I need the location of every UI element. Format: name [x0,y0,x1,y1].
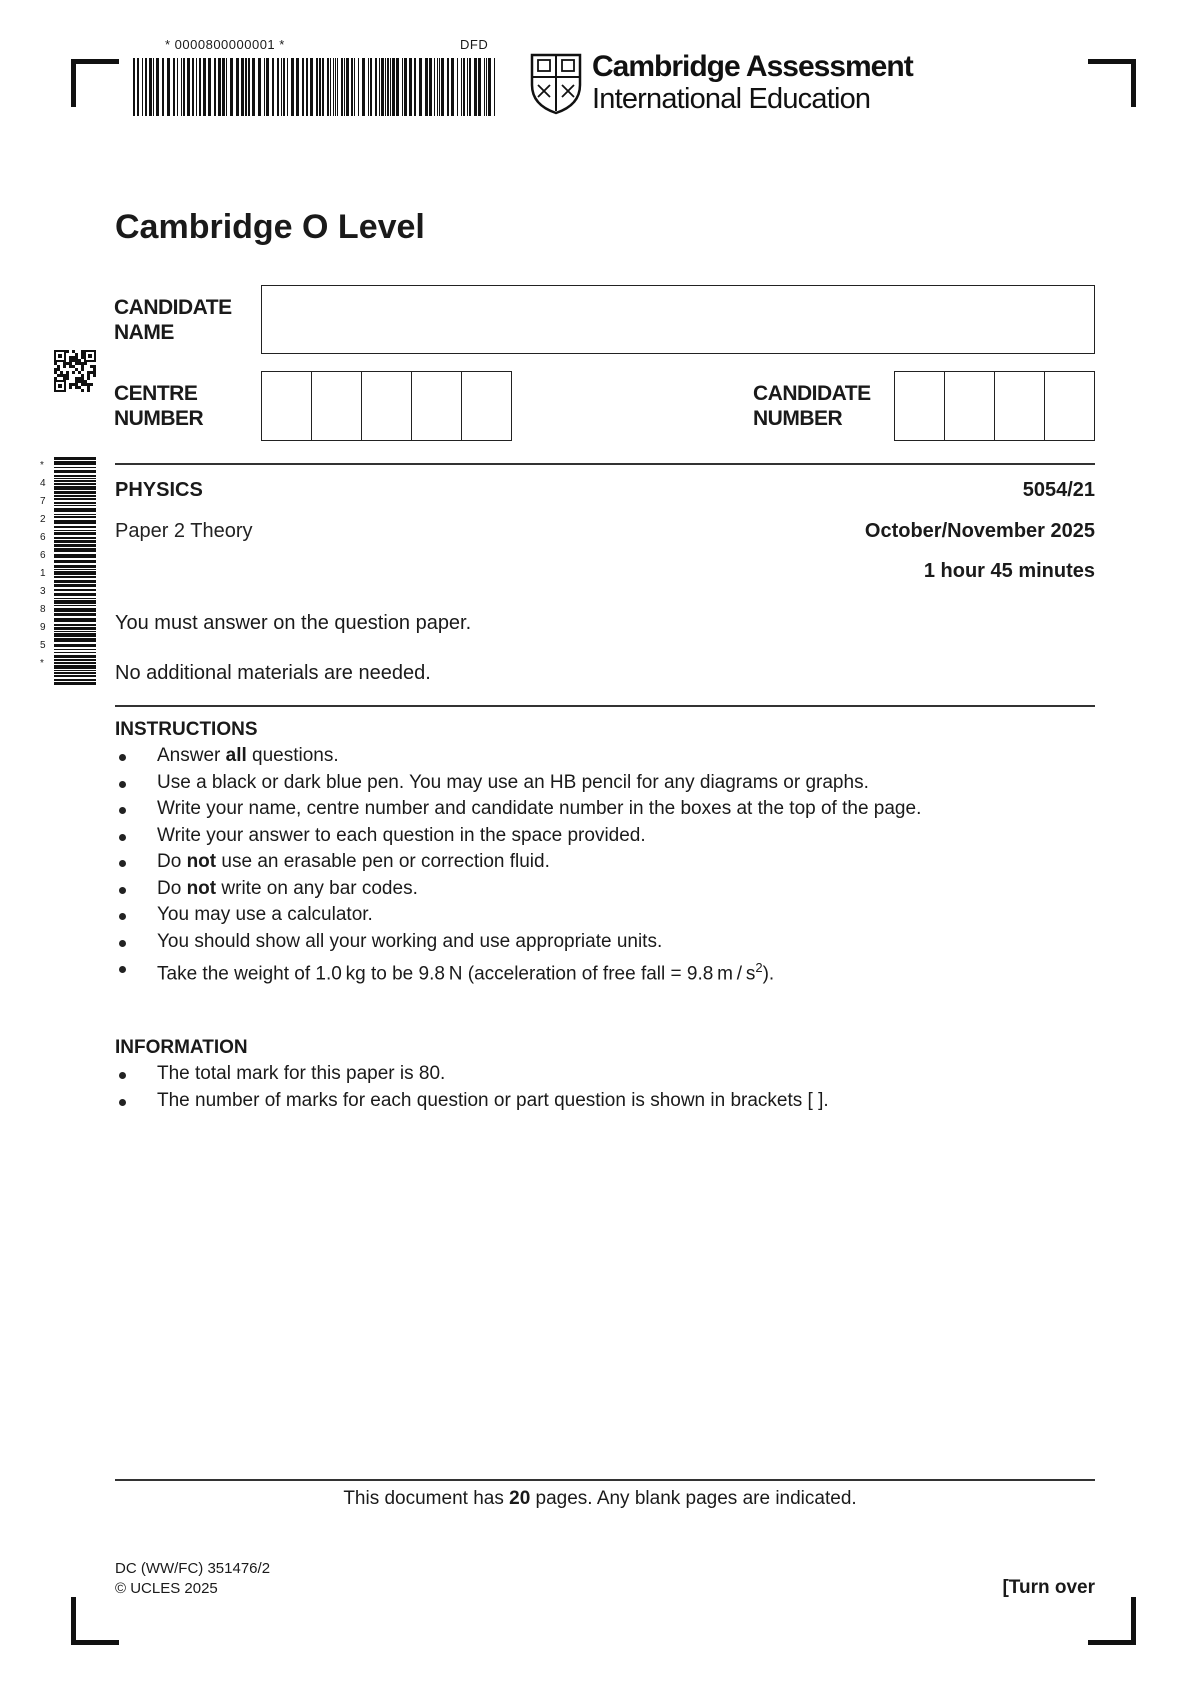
candidate-number-field[interactable] [894,371,1095,441]
document-reference: DC (WW/FC) 351476/2 [115,1560,271,1577]
crop-mark-top-right [1088,59,1136,64]
bullet-icon [119,781,126,788]
page-count-note: This document has 20 pages. Any blank pages are indicated. [343,1488,857,1509]
list-item: Do not write on any bar codes. [115,876,921,903]
list-item: The number of marks for each question or part question is shown in brackets [ ]. [115,1088,829,1115]
divider-middle [115,705,1095,707]
list-item: You may use a calculator. [115,902,921,929]
list-item: Answer all questions. [115,743,921,770]
crop-mark-top-left [71,59,119,64]
crop-mark-bottom-left [71,1640,119,1645]
exam-session: October/November 2025 [864,520,1095,542]
crop-mark-top-left [71,59,76,107]
bullet-icon [119,966,126,973]
turn-over: [Turn over [1002,1577,1095,1598]
list-item: Take the weight of 1.0 kg to be 9.8 N (acceleration of free fall = 9.8 m / $s^2$). [115,955,921,988]
paper-title: Paper 2 Theory [115,520,253,542]
barcode-number: * 0000800000001 * [165,37,285,52]
list-item: The total mark for this paper is 80. [115,1061,829,1088]
divider-top [115,463,1095,465]
bullet-icon [119,834,126,841]
list-item: You should show all your working and use appropriate units. [115,929,921,956]
top-barcode [133,58,499,116]
divider-footer [115,1479,1095,1481]
bullet-icon [119,913,126,920]
candidate-number-label: CANDIDATE NUMBER [753,382,871,430]
bullet-icon [119,1072,126,1079]
exam-duration: 1 hour 45 minutes [923,560,1095,582]
answer-note: You must answer on the question paper. [115,612,472,634]
logo-line-1: Cambridge Assessment [592,50,913,83]
side-barcode-digits: * 4 7 2 6 6 1 3 8 9 5 * [40,460,46,669]
bullet-icon [119,887,126,894]
candidate-name-field[interactable] [261,285,1095,354]
list-item: Use a black or dark blue pen. You may use an HB pencil for any diagrams or graphs. [115,770,921,797]
bullet-icon [119,807,126,814]
syllabus-code: 5054/21 [1022,479,1095,501]
bullet-icon [119,754,126,761]
subject-title: PHYSICS [115,479,203,501]
qualification-title: Cambridge O Level [115,208,425,246]
side-barcode [54,457,96,685]
university-crest-icon [530,53,582,115]
instructions-heading: INSTRUCTIONS [115,719,258,740]
centre-number-label: CENTRE NUMBER [114,382,204,430]
barcode-code: DFD [460,37,489,52]
bullet-icon [119,860,126,867]
information-list [115,1061,829,1114]
logo-line-2: International Education [592,83,871,115]
information-heading: INFORMATION [115,1037,248,1058]
qr-code [54,350,96,392]
list-item: Do not use an erasable pen or correction fluid. [115,849,921,876]
instructions-list [115,743,921,988]
copyright: © UCLES 2025 [115,1580,218,1597]
list-item: Write your name, centre number and candidate number in the boxes at the top of the page. [115,796,921,823]
materials-note: No additional materials are needed. [115,662,431,684]
bullet-icon [119,1099,126,1106]
crop-mark-bottom-right [1131,1597,1136,1645]
crop-mark-bottom-right [1088,1640,1136,1645]
centre-number-field[interactable] [261,371,512,441]
crop-mark-bottom-left [71,1597,76,1645]
crop-mark-top-right [1131,59,1136,107]
bullet-icon [119,940,126,947]
list-item: Write your answer to each question in the space provided. [115,823,921,850]
candidate-name-label: CANDIDATE NAME [114,296,232,344]
